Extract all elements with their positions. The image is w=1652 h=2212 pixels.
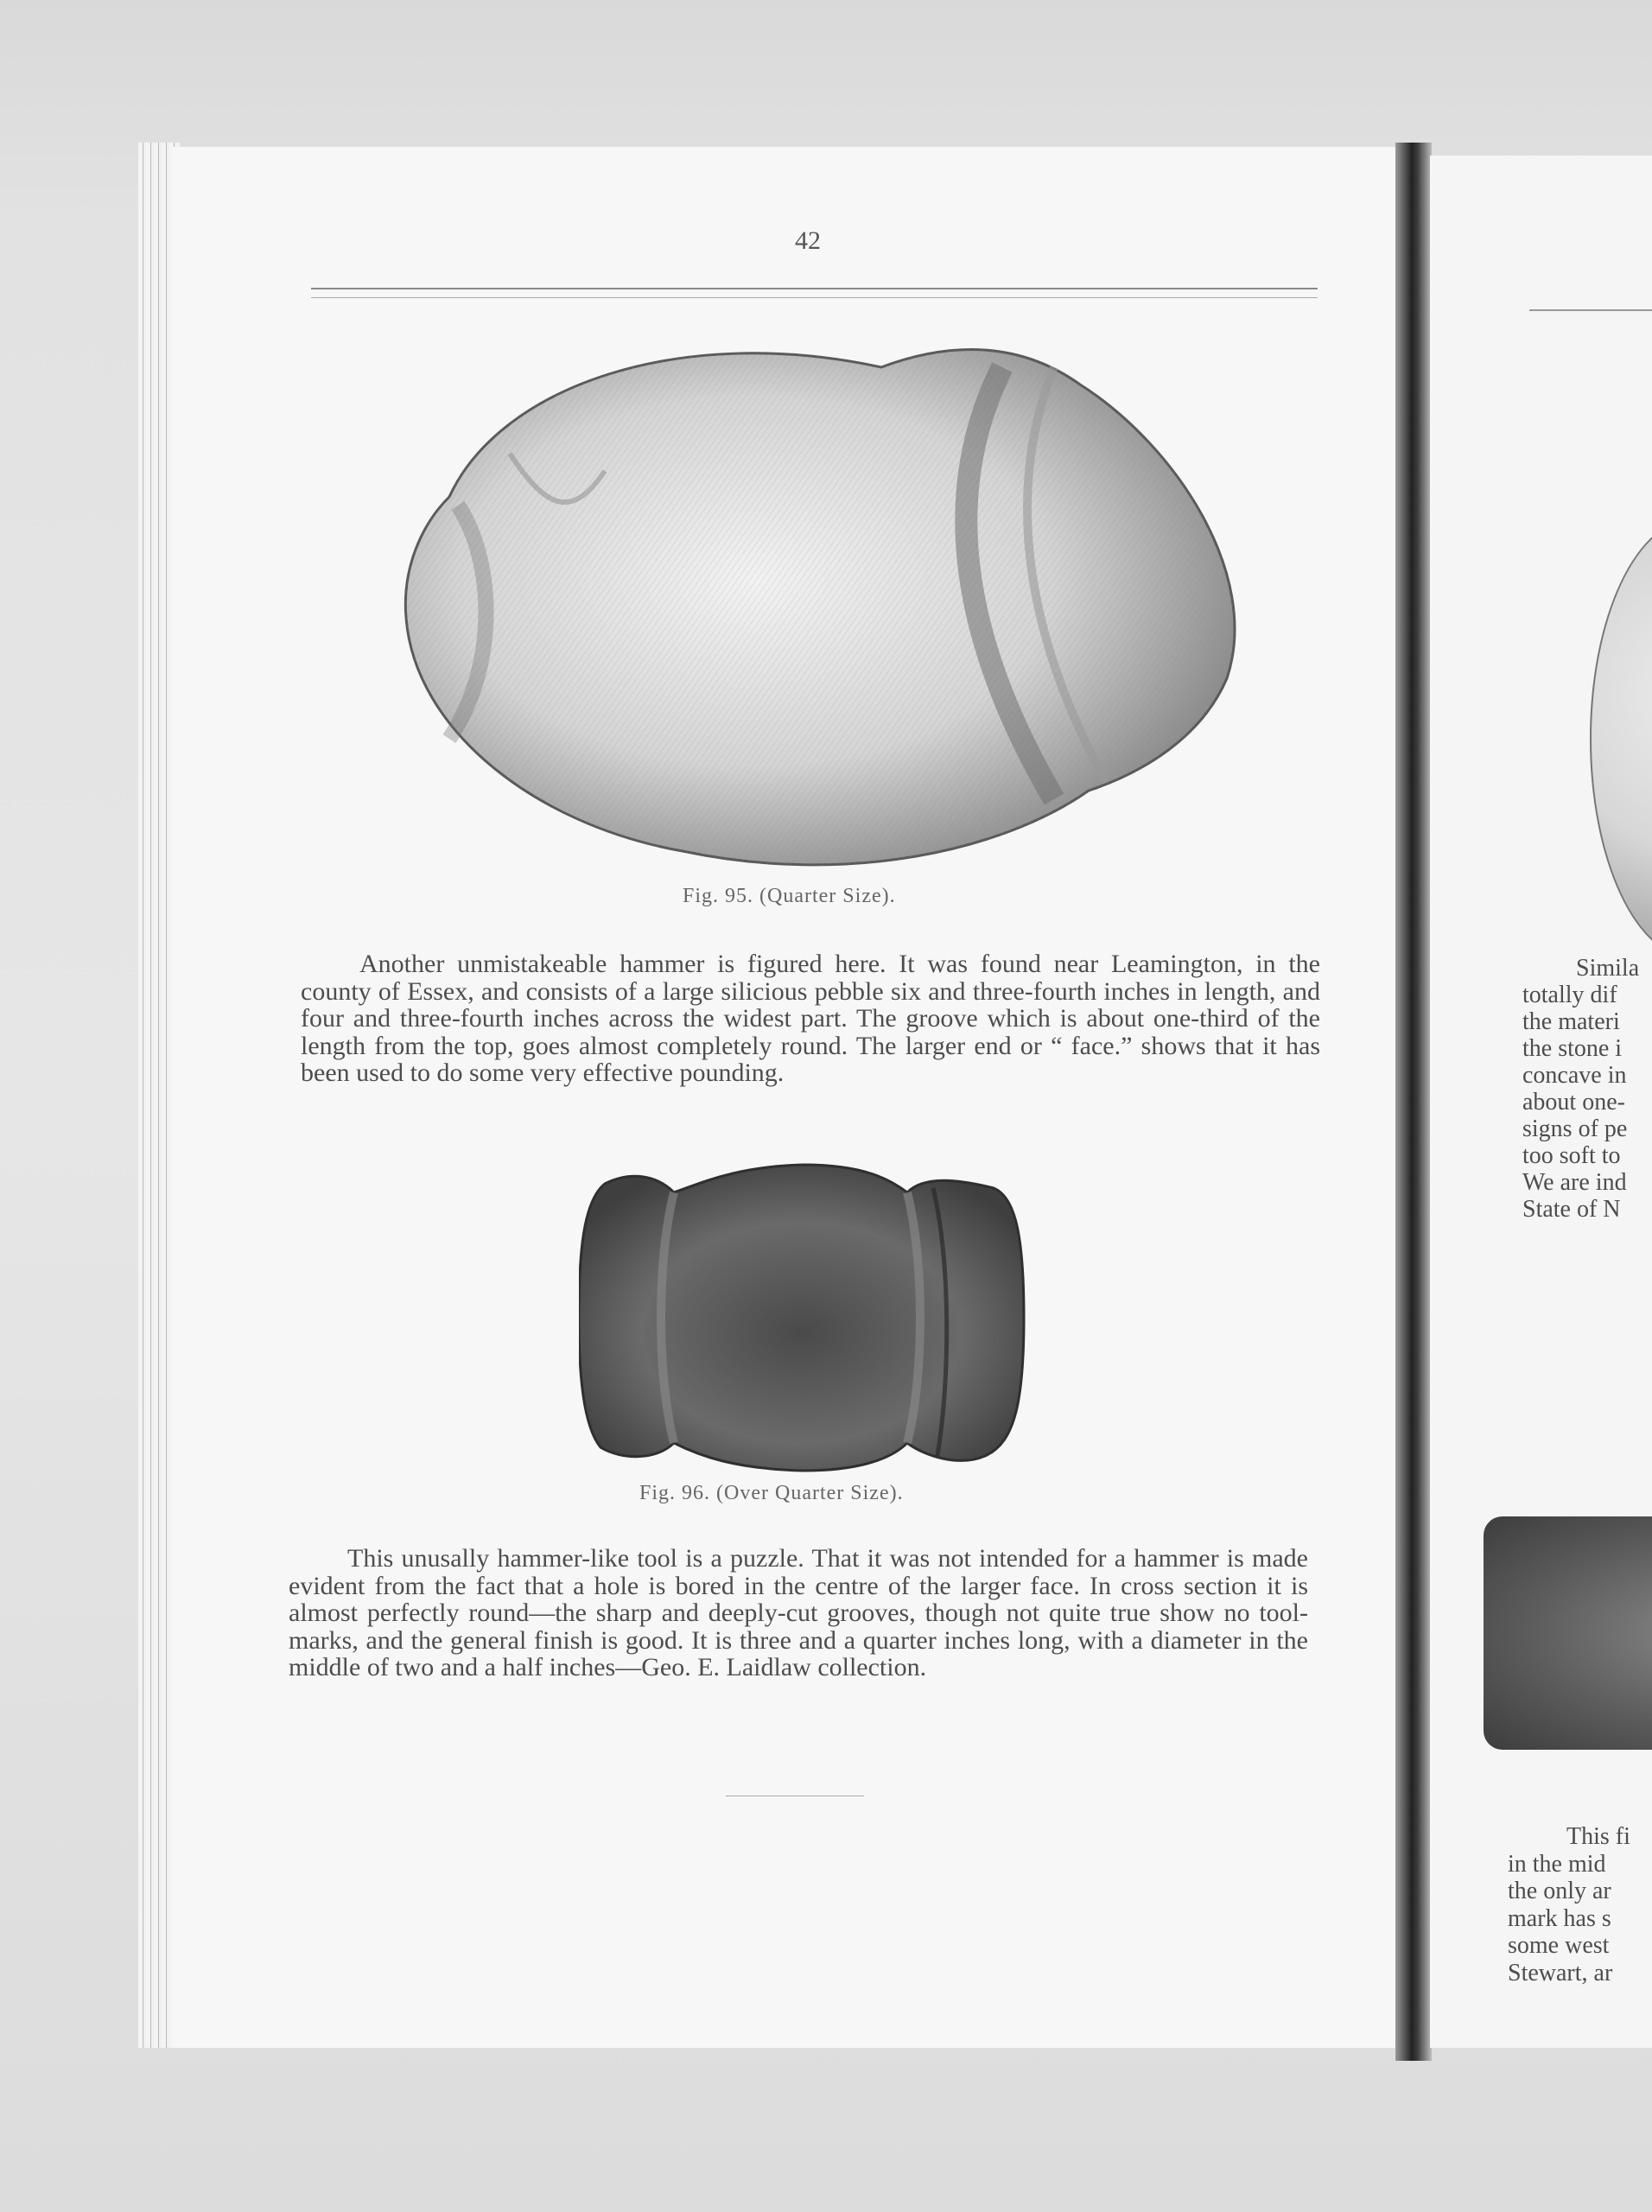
right-page-partial [1430,156,1652,2048]
right-line: Stewart, ar [1508,1959,1613,1986]
header-rule [311,288,1318,289]
right-line: some west [1508,1932,1610,1959]
book-gutter [1395,143,1432,2061]
right-line: about one- [1522,1089,1625,1116]
right-stone-illustration [1590,518,1652,959]
right-line: in the mid [1508,1850,1606,1878]
right-line: Simila [1576,955,1640,982]
right-paragraph-2 [1508,1823,1652,1986]
fig95-caption: Fig. 95. (Quarter Size). [683,885,896,907]
fig96-caption: Fig. 96. (Over Quarter Size). [639,1482,904,1504]
right-line: too soft to [1522,1142,1621,1169]
right-header-rule [1529,309,1652,311]
header-rule-thin [311,297,1318,298]
page-number: 42 [795,226,821,255]
fig96-hammer-tool-illustration [579,1158,1028,1478]
right-line: the stone i [1522,1035,1623,1062]
paragraph-fig96-description [289,1545,1308,1681]
right-tool-illustration [1484,1516,1652,1750]
right-line: concave in [1522,1062,1627,1089]
fig95-hammer-stone-illustration [397,333,1261,877]
right-line: signs of pe [1522,1116,1628,1142]
paragraph-text: Another unmistakeable hammer is figured here. It was found near Leamington, in the county of Essex, and consists of a large silicious pebble six and three-fourth inches in length, and four and three-fourth inches across the widest part. The groove which is about one-third of the length from the top, goes almost completely round. The larger end or “ face.” shows that it has been used to do some very effective pounding. [301,950,1320,1087]
right-line: We are ind [1522,1169,1627,1196]
right-line: totally dif [1522,982,1617,1008]
right-line: the only ar [1508,1878,1611,1904]
paragraph-fig95-description [301,950,1320,1087]
right-line: This fi [1566,1823,1630,1850]
right-line: mark has s [1508,1904,1611,1932]
right-paragraph-1 [1522,955,1652,1223]
right-line: the materi [1522,1008,1620,1035]
right-line: State of N [1522,1196,1621,1223]
paragraph-text: This unusally hammer-like tool is a puzzle. That it was not intended for a hammer is made evident from the fact that a hole is bored in the centre of the larger face. In cross section it is almost perfectly round—the sharp and deeply-cut grooves, though not quite true show no tool-marks, and the general finish is good. It is three and a quarter inches long, with a diameter in the middle of two and a half inches—Geo. E. Laidlaw collection. [289,1544,1308,1681]
